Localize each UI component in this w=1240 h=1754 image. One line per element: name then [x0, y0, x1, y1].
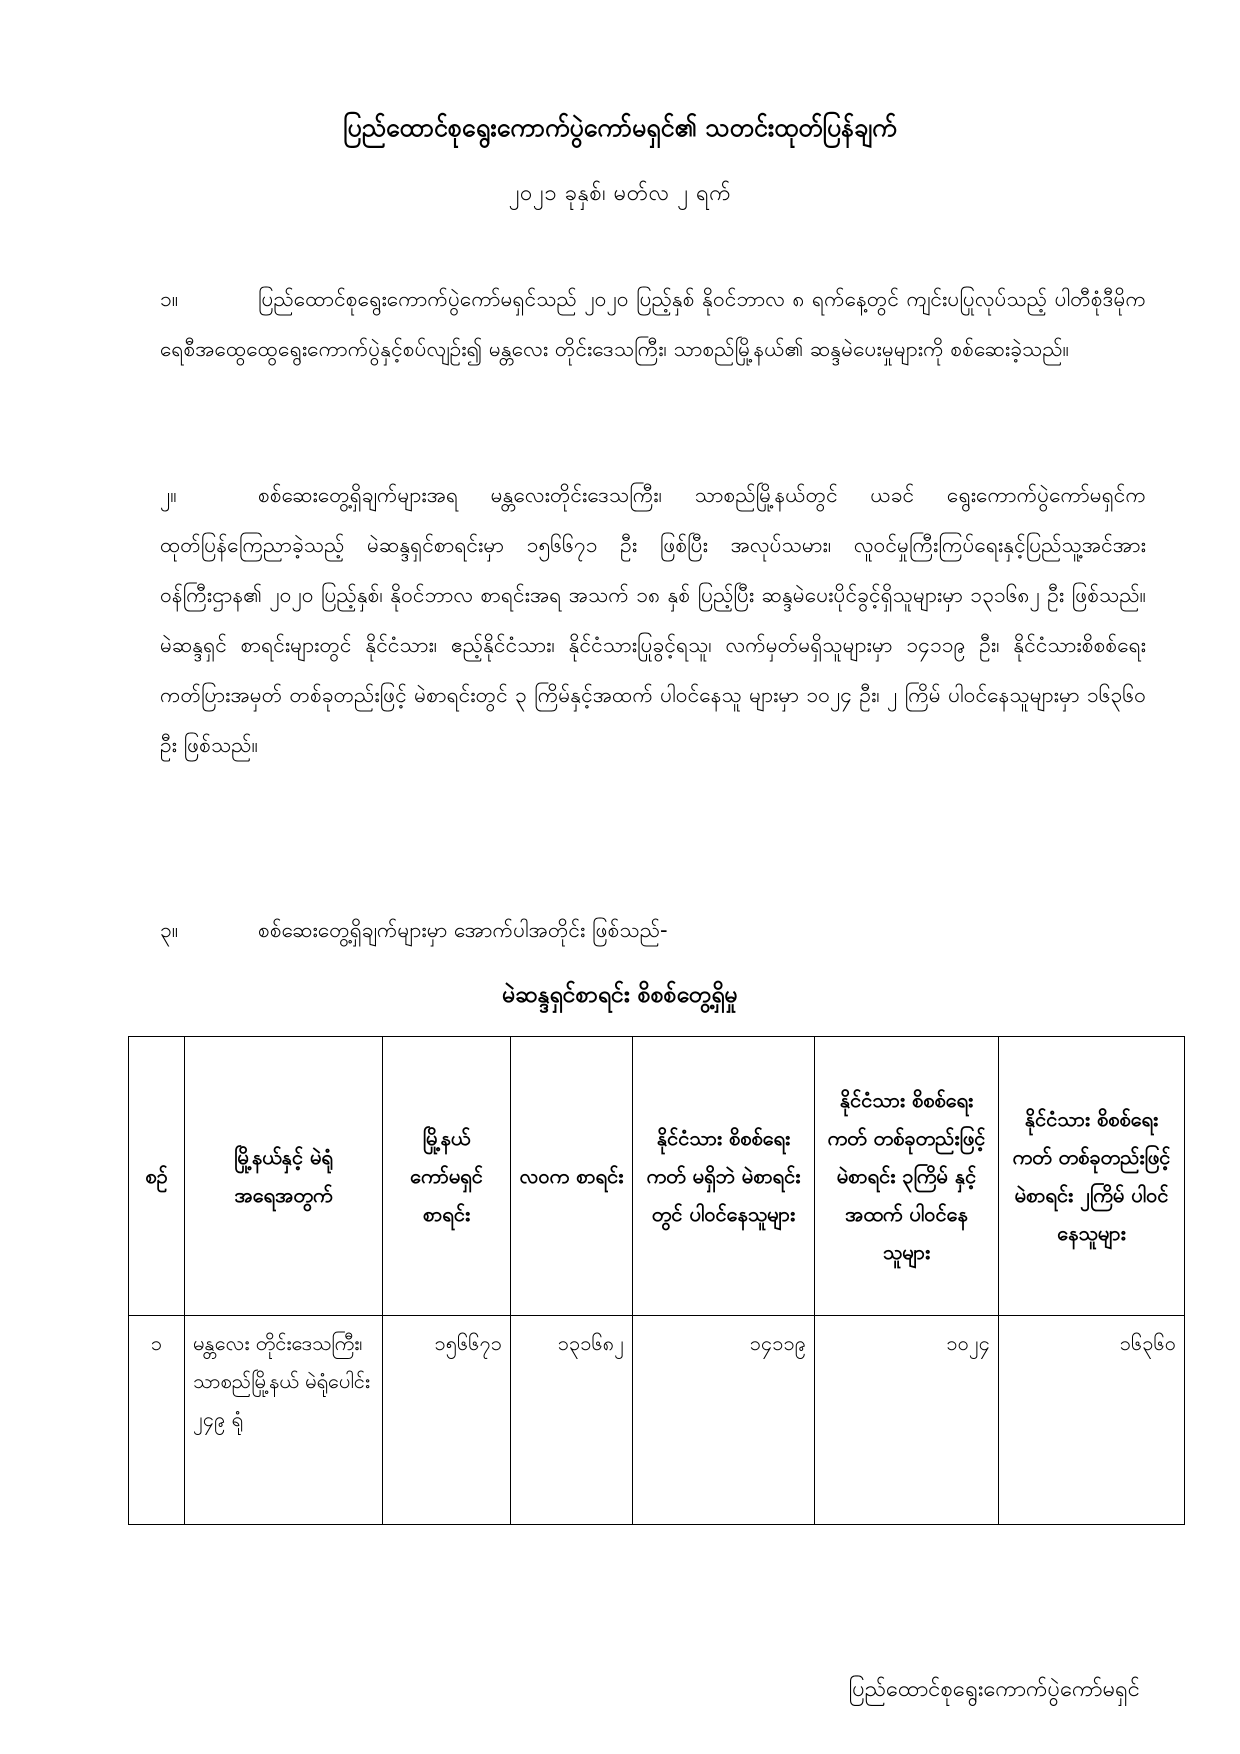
table-header-row: [129, 1037, 1185, 1316]
header-commission-list: မြို့နယ် ကော်မရှင် စာရင်း: [383, 1037, 511, 1316]
cell-twice: ၁၆၃၆၀: [999, 1316, 1185, 1525]
voter-list-table: [128, 1036, 1185, 1525]
cell-three-plus: ၁၀၂၄: [815, 1316, 999, 1525]
paragraph-number: ၂။: [160, 483, 177, 507]
cell-township: မန္တလေး တိုင်းဒေသကြီး၊ သာစည်မြို့နယ် မဲရုံပေါင်း ၂၄၉ ရုံ: [185, 1316, 383, 1525]
header-serial: စဉ်: [129, 1037, 185, 1316]
paragraph-text: ပြည်ထောင်စုရွေးကောက်ပွဲကော်မရှင်သည် ၂၀၂၀ ပြည့်နှစ် နိုဝင်ဘာလ ၈ ရက်နေ့တွင် ကျင်းပပြုလုပ်သည့် ပါတီစုံဒီမိုကရေစီအထွေထွေရွေးကောက်ပွဲနှင့်စပ်လျဉ်း၍ မန္တလေး တိုင်းဒေသကြီး၊ သာစည်မြို့နယ်၏ ဆန္ဒမဲပေးမှုများကို စစ်ဆေးခဲ့သည်။: [160, 287, 1146, 361]
paragraph-1: [160, 274, 1146, 374]
paragraph-3: [160, 905, 1146, 955]
header-township: မြို့နယ်နှင့် မဲရုံအရေအတွက်: [185, 1037, 383, 1316]
cell-commission-list: ၁၅၆၆၇၁: [383, 1316, 511, 1525]
header-immigration-list: လဝက စာရင်း: [511, 1037, 633, 1316]
document-date: ၂၀၂၁ ခုနှစ်၊ မတ်လ ၂ ရက်: [508, 181, 732, 206]
cell-no-card: ၁၄၁၁၉: [633, 1316, 815, 1525]
paragraph-number: ၁။: [160, 287, 179, 311]
paragraph-2: [160, 470, 1146, 770]
paragraph-text: စစ်ဆေးတွေ့ရှိချက်များမှာ အောက်ပါအတိုင်း ဖြစ်သည်-: [258, 918, 668, 942]
paragraph-text: စစ်ဆေးတွေ့ရှိချက်များအရ မန္တလေးတိုင်းဒေသကြီး၊ သာစည်မြို့နယ်တွင် ယခင် ရွေးကောက်ပွဲကော်မရှင်က ထုတ်ပြန်ကြေညာခဲ့သည့် မဲဆန္ဒရှင်စာရင်းမှာ ၁၅၆၆၇၁ ဦး ဖြစ်ပြီး အလုပ်သမား၊ လူဝင်မှုကြီးကြပ်ရေးနှင့်ပြည်သူ့အင်အားဝန်ကြီးဌာန၏ ၂၀၂၀ ပြည့်နှစ်၊ နိုဝင်ဘာလ စာရင်းအရ အသက် ၁၈ နှစ် ပြည့်ပြီး ဆန္ဒမဲပေးပိုင်ခွင့်ရှိသူများမှာ ၁၃၁၆၈၂ ဦး ဖြစ်သည်။ မဲဆန္ဒရှင် စာရင်းများတွင် နိုင်ငံသား၊ ဧည့်နိုင်ငံသား၊ နိုင်ငံသားပြုခွင့်ရသူ၊ လက်မှတ်မရှိသူများမှာ ၁၄၁၁၉ ဦး၊ နိုင်ငံသားစိစစ်ရေးကတ်ပြားအမှတ် တစ်ခုတည်းဖြင့် မဲစာရင်းတွင် ၃ ကြိမ်နှင့်အထက် ပါဝင်နေသူ များမှာ ၁၀၂၄ ဦး၊ ၂ ကြိမ် ပါဝင်နေသူများမှာ ၁၆၃၆၀ ဦး ဖြစ်သည်။: [160, 483, 1146, 757]
table-caption: မဲဆန္ဒရှင်စာရင်း စိစစ်တွေ့ရှိမှု: [502, 982, 738, 1008]
document-title: ပြည်ထောင်စုရွေးကောက်ပွဲကော်မရှင်၏ သတင်းထုတ်ပြန်ချက်: [343, 113, 897, 142]
paragraph-number: ၃။: [160, 918, 179, 942]
cell-serial: ၁: [129, 1316, 185, 1525]
cell-immigration-list: ၁၃၁၆၈၂: [511, 1316, 633, 1525]
signature-line: ပြည်ထောင်စုရွေးကောက်ပွဲကော်မရှင်: [848, 1677, 1140, 1702]
header-twice: နိုင်ငံသား စိစစ်ရေးကတ် တစ်ခုတည်းဖြင့် မဲစာရင်း ၂ကြိမ် ပါဝင်နေသူများ: [999, 1037, 1185, 1316]
table-row: [129, 1316, 1185, 1525]
header-no-card: နိုင်ငံသား စိစစ်ရေးကတ် မရှိဘဲ မဲစာရင်းတွင် ပါဝင်နေသူများ: [633, 1037, 815, 1316]
header-three-plus: နိုင်ငံသား စိစစ်ရေးကတ် တစ်ခုတည်းဖြင့် မဲစာရင်း ၃ကြိမ် နှင့် အထက် ပါဝင်နေသူများ: [815, 1037, 999, 1316]
